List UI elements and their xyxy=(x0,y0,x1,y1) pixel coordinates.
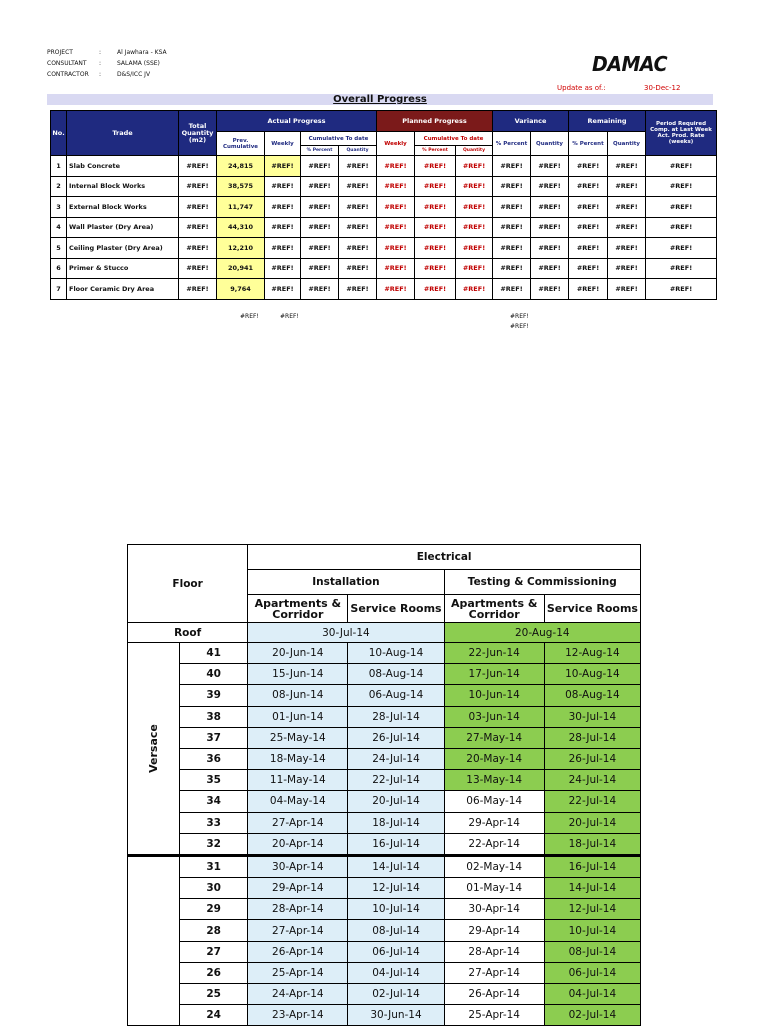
table-row xyxy=(128,1005,641,1026)
update-date: 30-Dec-12 xyxy=(644,84,681,92)
installation-header: Installation xyxy=(248,570,444,595)
planned-quantity: #REF! xyxy=(456,156,493,177)
testing-service-date: 18-Jul-14 xyxy=(544,833,640,855)
update-label: Update as of.: xyxy=(557,84,606,92)
ref-value: #REF! xyxy=(510,313,529,320)
install-service-date: 24-Jul-14 xyxy=(348,748,444,769)
cum-quantity: #REF! xyxy=(339,176,377,197)
overall-progress-title: Overall Progress xyxy=(333,94,427,105)
table-row xyxy=(128,685,641,706)
remaining-quantity: #REF! xyxy=(608,217,646,238)
contractor-label: CONTRACTOR xyxy=(47,71,89,78)
planned-quantity: #REF! xyxy=(456,238,493,259)
floor-number: 38 xyxy=(180,706,248,727)
install-service-date: 22-Jul-14 xyxy=(348,770,444,791)
cum-percent: #REF! xyxy=(301,217,339,238)
prev-cumulative: 12,210 xyxy=(217,238,265,259)
total-quantity: #REF! xyxy=(179,279,217,300)
cum-quantity: #REF! xyxy=(339,217,377,238)
table-row xyxy=(51,176,717,197)
planned-weekly: #REF! xyxy=(377,279,415,300)
ref-value: #REF! xyxy=(240,313,259,320)
testing-apartments-date: 01-May-14 xyxy=(444,878,544,899)
roof-testing-date: 20-Aug-14 xyxy=(444,623,640,643)
testing-service-date: 16-Jul-14 xyxy=(544,855,640,877)
floor-number: 25 xyxy=(180,984,248,1005)
table-row xyxy=(128,791,641,812)
testing-apartments-date: 30-Apr-14 xyxy=(444,899,544,920)
install-apartments-date: 18-May-14 xyxy=(248,748,348,769)
testing-apartments-date: 22-Apr-14 xyxy=(444,833,544,855)
weekly-actual: #REF! xyxy=(265,197,301,218)
damac-logo: DAMAC xyxy=(591,52,668,76)
testing-service-date: 26-Jul-14 xyxy=(544,748,640,769)
cum-quantity: #REF! xyxy=(339,258,377,279)
install-service-date: 14-Jul-14 xyxy=(348,855,444,877)
planned-percent: #REF! xyxy=(415,176,456,197)
testing-apartments-date: 02-May-14 xyxy=(444,855,544,877)
project-value: Al Jawhara - KSA xyxy=(117,49,167,56)
period-required: #REF! xyxy=(646,176,717,197)
install-apartments-date: 26-Apr-14 xyxy=(248,941,348,962)
table-row xyxy=(128,920,641,941)
planned-weekly: #REF! xyxy=(377,156,415,177)
floor-number: 41 xyxy=(180,643,248,664)
header-variance: Variance xyxy=(493,111,569,132)
weekly-actual: #REF! xyxy=(265,238,301,259)
install-service-date: 08-Jul-14 xyxy=(348,920,444,941)
table-row xyxy=(128,748,641,769)
testing-apartments-date: 10-Jun-14 xyxy=(444,685,544,706)
prev-cumulative: 9,764 xyxy=(217,279,265,300)
floor-number: 30 xyxy=(180,878,248,899)
row-no: 4 xyxy=(51,217,67,238)
total-quantity: #REF! xyxy=(179,197,217,218)
install-service-date: 10-Aug-14 xyxy=(348,643,444,664)
table-row xyxy=(128,706,641,727)
row-no: 6 xyxy=(51,258,67,279)
planned-quantity: #REF! xyxy=(456,258,493,279)
trade-name: Internal Block Works xyxy=(67,176,179,197)
header-no: No. xyxy=(51,111,67,156)
variance-percent: #REF! xyxy=(493,197,531,218)
remaining-quantity: #REF! xyxy=(608,156,646,177)
variance-percent: #REF! xyxy=(493,279,531,300)
cum-quantity: #REF! xyxy=(339,238,377,259)
overall-progress-title-bar xyxy=(47,94,713,105)
testing-service-date: 20-Jul-14 xyxy=(544,812,640,833)
header-planned-weekly: Weekly xyxy=(377,132,415,156)
remaining-percent: #REF! xyxy=(569,258,608,279)
project-row xyxy=(47,47,167,58)
table-row xyxy=(51,197,717,218)
planned-percent: #REF! xyxy=(415,238,456,259)
prev-cumulative: 20,941 xyxy=(217,258,265,279)
install-service-date: 12-Jul-14 xyxy=(348,878,444,899)
header-prev-cumulative: Prev. Cumulative xyxy=(217,132,265,156)
floor-number: 26 xyxy=(180,962,248,983)
table-row xyxy=(128,941,641,962)
testing-apartments-date: 29-Apr-14 xyxy=(444,812,544,833)
install-service-rooms-header: Service Rooms xyxy=(348,595,444,623)
period-required: #REF! xyxy=(646,258,717,279)
testing-service-date: 22-Jul-14 xyxy=(544,791,640,812)
weekly-actual: #REF! xyxy=(265,156,301,177)
cum-quantity: #REF! xyxy=(339,279,377,300)
variance-percent: #REF! xyxy=(493,258,531,279)
header-cum-to-date: Cumulative To date xyxy=(301,132,377,146)
install-service-date: 02-Jul-14 xyxy=(348,984,444,1005)
remaining-quantity: #REF! xyxy=(608,258,646,279)
testing-apartments-date: 17-Jun-14 xyxy=(444,664,544,685)
testing-apartments-date: 27-Apr-14 xyxy=(444,962,544,983)
cum-percent: #REF! xyxy=(301,258,339,279)
testing-apartments-header: Apartments & Corridor xyxy=(444,595,544,623)
install-service-date: 20-Jul-14 xyxy=(348,791,444,812)
prev-cumulative: 24,815 xyxy=(217,156,265,177)
weekly-actual: #REF! xyxy=(265,279,301,300)
electrical-header-row xyxy=(128,545,641,570)
remaining-percent: #REF! xyxy=(569,279,608,300)
testing-service-date: 06-Jul-14 xyxy=(544,962,640,983)
install-apartments-date: 25-Apr-14 xyxy=(248,962,348,983)
colon: : xyxy=(99,60,102,67)
table-row xyxy=(128,770,641,791)
testing-apartments-date: 25-Apr-14 xyxy=(444,1005,544,1026)
planned-weekly: #REF! xyxy=(377,258,415,279)
colon: : xyxy=(99,49,102,56)
install-apartments-date: 04-May-14 xyxy=(248,791,348,812)
remaining-percent: #REF! xyxy=(569,176,608,197)
variance-percent: #REF! xyxy=(493,156,531,177)
group-label: Versace xyxy=(147,724,161,773)
table-header-row xyxy=(51,111,717,132)
install-apartments-date: 11-May-14 xyxy=(248,770,348,791)
testing-apartments-date: 28-Apr-14 xyxy=(444,941,544,962)
consultant-label: CONSULTANT xyxy=(47,60,87,67)
floor-number: 36 xyxy=(180,748,248,769)
variance-quantity: #REF! xyxy=(531,217,569,238)
header-total-qty: Total Quantity (m2) xyxy=(179,111,217,156)
testing-apartments-date: 22-Jun-14 xyxy=(444,643,544,664)
testing-apartments-date: 27-May-14 xyxy=(444,727,544,748)
install-apartments-date: 01-Jun-14 xyxy=(248,706,348,727)
install-apartments-date: 25-May-14 xyxy=(248,727,348,748)
roof-install-date: 30-Jul-14 xyxy=(248,623,444,643)
roof-row xyxy=(128,623,641,643)
roof-label: Roof xyxy=(128,623,248,643)
remaining-percent: #REF! xyxy=(569,217,608,238)
period-required: #REF! xyxy=(646,279,717,300)
install-service-date: 28-Jul-14 xyxy=(348,706,444,727)
trade-name: Floor Ceramic Dry Area xyxy=(67,279,179,300)
testing-service-date: 30-Jul-14 xyxy=(544,706,640,727)
install-service-date: 16-Jul-14 xyxy=(348,833,444,855)
variance-quantity: #REF! xyxy=(531,197,569,218)
consultant-value: SALAMA (SSE) xyxy=(117,60,160,67)
install-service-date: 06-Aug-14 xyxy=(348,685,444,706)
remaining-percent: #REF! xyxy=(569,197,608,218)
row-no: 1 xyxy=(51,156,67,177)
weekly-actual: #REF! xyxy=(265,258,301,279)
testing-service-date: 12-Jul-14 xyxy=(544,899,640,920)
table-row xyxy=(51,217,717,238)
colon: : xyxy=(99,71,102,78)
testing-service-date: 10-Aug-14 xyxy=(544,664,640,685)
project-label: PROJECT xyxy=(47,49,73,56)
install-service-date: 08-Aug-14 xyxy=(348,664,444,685)
prev-cumulative: 44,310 xyxy=(217,217,265,238)
header-variance-qty: Quantity xyxy=(531,132,569,156)
row-no: 2 xyxy=(51,176,67,197)
install-service-date: 26-Jul-14 xyxy=(348,727,444,748)
remaining-percent: #REF! xyxy=(569,238,608,259)
trade-name: External Block Works xyxy=(67,197,179,218)
testing-apartments-date: 26-Apr-14 xyxy=(444,984,544,1005)
floor-number: 31 xyxy=(180,855,248,877)
floor-number: 28 xyxy=(180,920,248,941)
floor-number: 27 xyxy=(180,941,248,962)
planned-percent: #REF! xyxy=(415,258,456,279)
trade-name: Wall Plaster (Dry Area) xyxy=(67,217,179,238)
floor-number: 40 xyxy=(180,664,248,685)
planned-percent: #REF! xyxy=(415,156,456,177)
install-service-date: 30-Jun-14 xyxy=(348,1005,444,1026)
total-quantity: #REF! xyxy=(179,156,217,177)
header-weekly: Weekly xyxy=(265,132,301,156)
planned-percent: #REF! xyxy=(415,279,456,300)
group-label-cell xyxy=(128,855,180,1026)
header-cum-qty: Quantity xyxy=(339,146,377,156)
table-row xyxy=(128,727,641,748)
install-apartments-date: 20-Jun-14 xyxy=(248,643,348,664)
install-apartments-date: 24-Apr-14 xyxy=(248,984,348,1005)
install-service-date: 04-Jul-14 xyxy=(348,962,444,983)
total-quantity: #REF! xyxy=(179,258,217,279)
header-planned-pct: % Percent xyxy=(415,146,456,156)
weekly-actual: #REF! xyxy=(265,176,301,197)
planned-percent: #REF! xyxy=(415,217,456,238)
trade-name: Slab Concrete xyxy=(67,156,179,177)
install-apartments-header: Apartments & Corridor xyxy=(248,595,348,623)
testing-service-date: 24-Jul-14 xyxy=(544,770,640,791)
floor-number: 37 xyxy=(180,727,248,748)
weekly-actual: #REF! xyxy=(265,217,301,238)
variance-quantity: #REF! xyxy=(531,176,569,197)
prev-cumulative: 11,747 xyxy=(217,197,265,218)
remaining-quantity: #REF! xyxy=(608,238,646,259)
testing-service-date: 28-Jul-14 xyxy=(544,727,640,748)
row-no: 3 xyxy=(51,197,67,218)
remaining-quantity: #REF! xyxy=(608,197,646,218)
cum-percent: #REF! xyxy=(301,197,339,218)
table-row xyxy=(128,878,641,899)
period-required: #REF! xyxy=(646,156,717,177)
planned-weekly: #REF! xyxy=(377,217,415,238)
planned-quantity: #REF! xyxy=(456,279,493,300)
group-label-cell xyxy=(128,643,180,856)
planned-quantity: #REF! xyxy=(456,197,493,218)
install-apartments-date: 23-Apr-14 xyxy=(248,1005,348,1026)
testing-apartments-date: 03-Jun-14 xyxy=(444,706,544,727)
header-trade: Trade xyxy=(67,111,179,156)
testing-service-date: 02-Jul-14 xyxy=(544,1005,640,1026)
floor-number: 39 xyxy=(180,685,248,706)
planned-percent: #REF! xyxy=(415,197,456,218)
planned-quantity: #REF! xyxy=(456,217,493,238)
period-required: #REF! xyxy=(646,217,717,238)
testing-service-date: 08-Aug-14 xyxy=(544,685,640,706)
table-row xyxy=(128,664,641,685)
header-cum-pct: % Percent xyxy=(301,146,339,156)
variance-quantity: #REF! xyxy=(531,238,569,259)
total-quantity: #REF! xyxy=(179,217,217,238)
cum-percent: #REF! xyxy=(301,238,339,259)
install-apartments-date: 15-Jun-14 xyxy=(248,664,348,685)
electrical-schedule-table xyxy=(127,544,641,1026)
electrical-title: Electrical xyxy=(248,545,641,570)
testing-service-date: 10-Jul-14 xyxy=(544,920,640,941)
planned-quantity: #REF! xyxy=(456,176,493,197)
testing-apartments-date: 20-May-14 xyxy=(444,748,544,769)
install-apartments-date: 30-Apr-14 xyxy=(248,855,348,877)
remaining-quantity: #REF! xyxy=(608,176,646,197)
floor-number: 35 xyxy=(180,770,248,791)
planned-weekly: #REF! xyxy=(377,197,415,218)
trade-name: Ceiling Plaster (Dry Area) xyxy=(67,238,179,259)
install-service-date: 10-Jul-14 xyxy=(348,899,444,920)
table-row xyxy=(128,962,641,983)
testing-service-date: 14-Jul-14 xyxy=(544,878,640,899)
total-quantity: #REF! xyxy=(179,238,217,259)
install-apartments-date: 27-Apr-14 xyxy=(248,920,348,941)
planned-weekly: #REF! xyxy=(377,238,415,259)
table-row xyxy=(128,855,641,877)
testing-header: Testing & Commissioning xyxy=(444,570,640,595)
floor-number: 34 xyxy=(180,791,248,812)
testing-apartments-date: 29-Apr-14 xyxy=(444,920,544,941)
floor-number: 33 xyxy=(180,812,248,833)
testing-service-rooms-header: Service Rooms xyxy=(544,595,640,623)
variance-quantity: #REF! xyxy=(531,258,569,279)
header-variance-pct: % Percent xyxy=(493,132,531,156)
floor-header: Floor xyxy=(128,545,248,623)
overall-progress-table xyxy=(50,110,717,300)
cum-percent: #REF! xyxy=(301,156,339,177)
floor-number: 32 xyxy=(180,833,248,855)
install-apartments-date: 28-Apr-14 xyxy=(248,899,348,920)
header-planned-qty: Quantity xyxy=(456,146,493,156)
total-quantity: #REF! xyxy=(179,176,217,197)
install-service-date: 06-Jul-14 xyxy=(348,941,444,962)
header-remaining-qty: Quantity xyxy=(608,132,646,156)
floor-number: 29 xyxy=(180,899,248,920)
remaining-quantity: #REF! xyxy=(608,279,646,300)
header-remaining: Remaining xyxy=(569,111,646,132)
table-row xyxy=(128,833,641,855)
table-row xyxy=(51,156,717,177)
header-remaining-pct: % Percent xyxy=(569,132,608,156)
floor-number: 24 xyxy=(180,1005,248,1026)
testing-apartments-date: 06-May-14 xyxy=(444,791,544,812)
contractor-row xyxy=(47,69,167,80)
header-planned-cum-to-date: Cumulative To date xyxy=(415,132,493,146)
install-apartments-date: 27-Apr-14 xyxy=(248,812,348,833)
variance-percent: #REF! xyxy=(493,238,531,259)
ref-value: #REF! xyxy=(280,313,299,320)
table-row xyxy=(51,258,717,279)
cum-quantity: #REF! xyxy=(339,197,377,218)
install-apartments-date: 29-Apr-14 xyxy=(248,878,348,899)
cum-percent: #REF! xyxy=(301,176,339,197)
header-period-required: Period Required Comp. at Last Week Act. Prod. Rate (weeks) xyxy=(646,111,717,156)
project-info xyxy=(47,47,167,80)
table-row xyxy=(128,899,641,920)
remaining-percent: #REF! xyxy=(569,156,608,177)
install-apartments-date: 20-Apr-14 xyxy=(248,833,348,855)
period-required: #REF! xyxy=(646,197,717,218)
variance-percent: #REF! xyxy=(493,176,531,197)
row-no: 5 xyxy=(51,238,67,259)
table-row xyxy=(128,984,641,1005)
header-planned-progress: Planned Progress xyxy=(377,111,493,132)
prev-cumulative: 38,575 xyxy=(217,176,265,197)
testing-service-date: 04-Jul-14 xyxy=(544,984,640,1005)
testing-service-date: 12-Aug-14 xyxy=(544,643,640,664)
table-row xyxy=(51,279,717,300)
row-no: 7 xyxy=(51,279,67,300)
table-row xyxy=(51,238,717,259)
cum-quantity: #REF! xyxy=(339,156,377,177)
table-row xyxy=(128,643,641,664)
variance-quantity: #REF! xyxy=(531,279,569,300)
table-row xyxy=(128,812,641,833)
trade-name: Primer & Stucco xyxy=(67,258,179,279)
period-required: #REF! xyxy=(646,238,717,259)
install-service-date: 18-Jul-14 xyxy=(348,812,444,833)
variance-percent: #REF! xyxy=(493,217,531,238)
contractor-value: D&S/ICC JV xyxy=(117,71,151,78)
testing-service-date: 08-Jul-14 xyxy=(544,941,640,962)
cum-percent: #REF! xyxy=(301,279,339,300)
variance-quantity: #REF! xyxy=(531,156,569,177)
ref-value: #REF! xyxy=(510,323,529,330)
consultant-row xyxy=(47,58,167,69)
install-apartments-date: 08-Jun-14 xyxy=(248,685,348,706)
header-actual-progress: Actual Progress xyxy=(217,111,377,132)
testing-apartments-date: 13-May-14 xyxy=(444,770,544,791)
planned-weekly: #REF! xyxy=(377,176,415,197)
